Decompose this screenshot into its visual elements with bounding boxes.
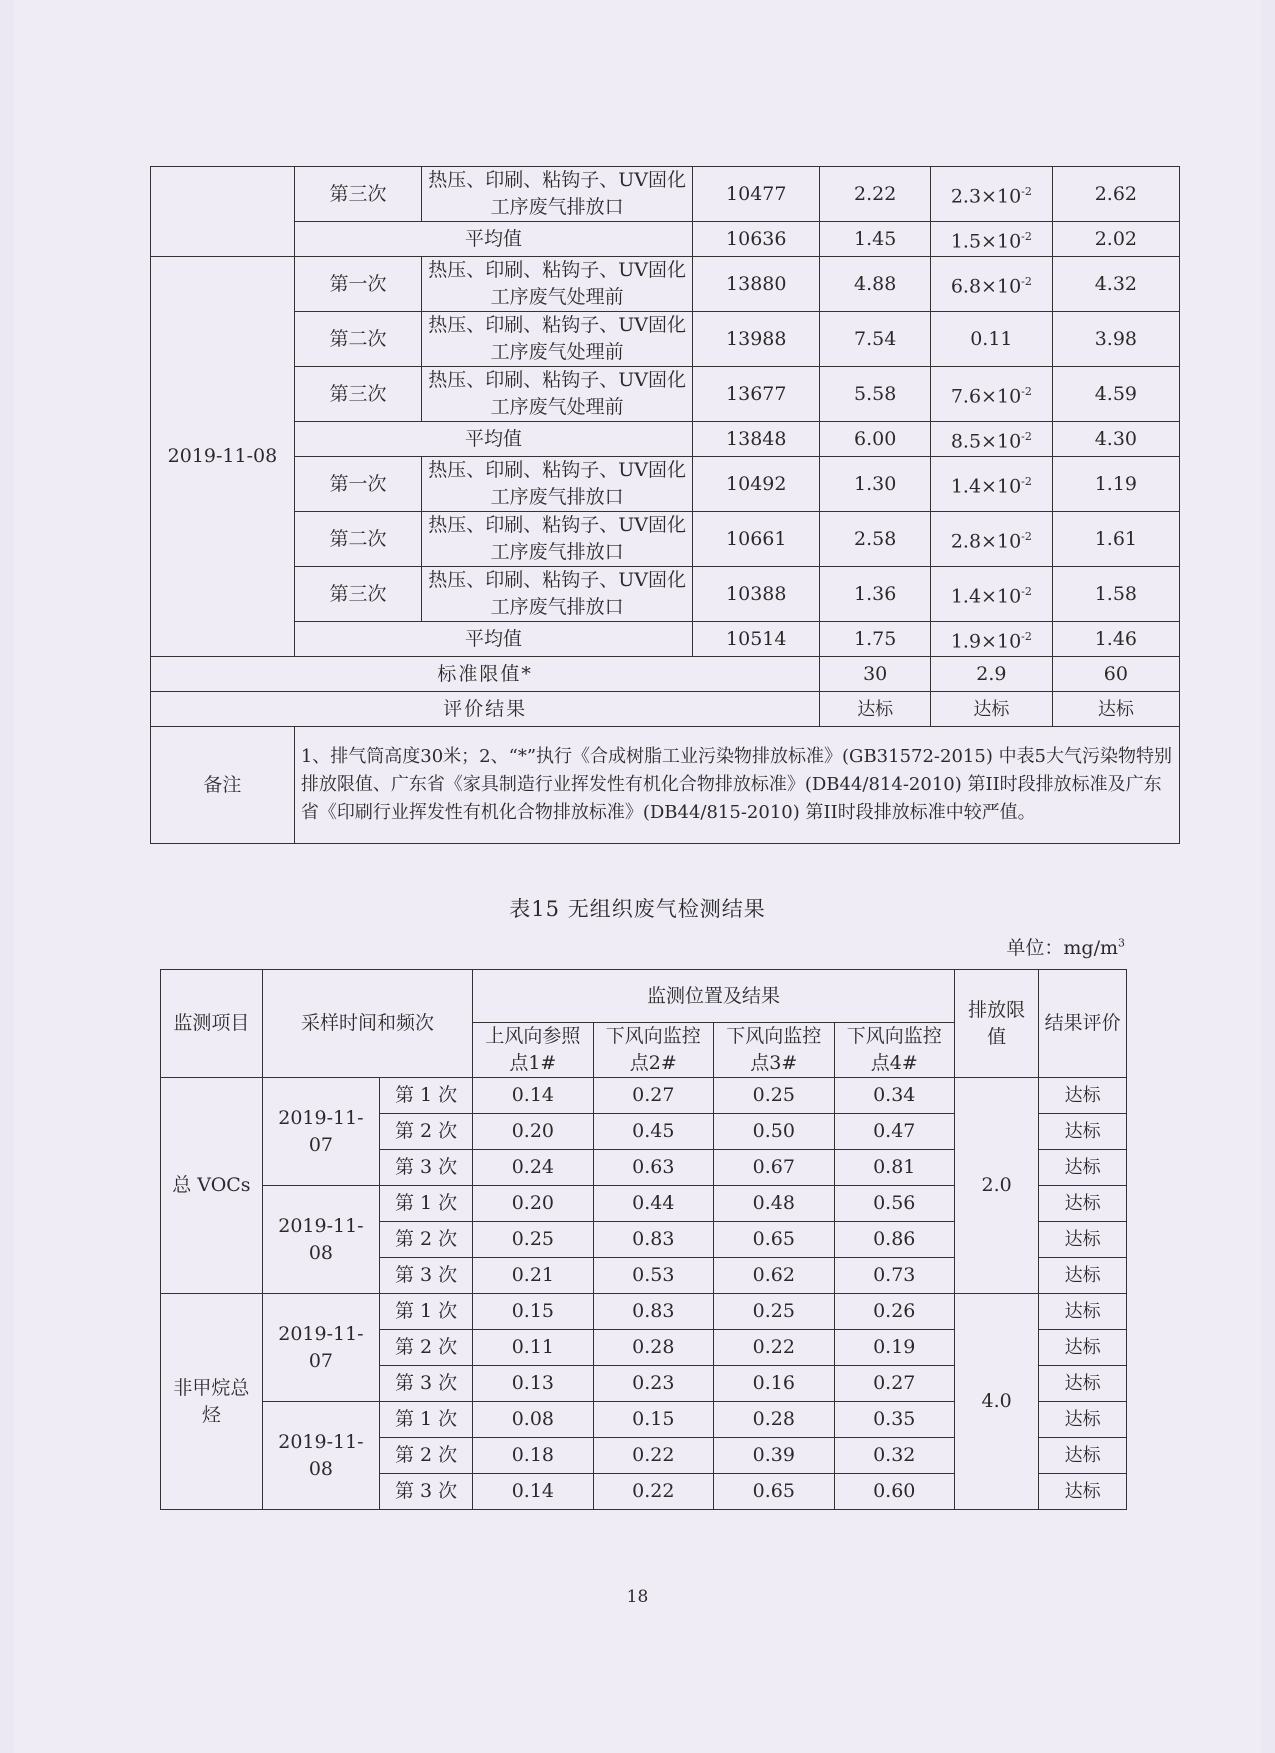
average-label-cell: 平均值 xyxy=(294,622,692,657)
date-cell-continued xyxy=(151,167,295,257)
page-number: 18 xyxy=(626,1587,649,1607)
table-row xyxy=(151,692,1180,727)
flow-value-cell: 10388 xyxy=(693,567,820,622)
sampling-date-cell: 2019-11-07 xyxy=(262,1294,379,1402)
remarks-label: 备注 xyxy=(151,727,295,844)
sample-location-cell: 热压、印刷、粘钩子、UV固化工序废气排放口 xyxy=(422,167,693,222)
value-b-cell: $7.6\times 10^{-2}$ xyxy=(931,367,1053,422)
value-a-cell: 1.36 xyxy=(820,567,931,622)
value-b-cell: $1.9\times 10^{-2}$ xyxy=(931,622,1053,657)
value-c-cell: 3.98 xyxy=(1052,312,1179,367)
header-monitoring-location: 监测位置及结果 xyxy=(473,970,955,1023)
value-a-cell: 2.22 xyxy=(820,167,931,222)
table-row xyxy=(151,457,1180,512)
flow-value-cell: 13848 xyxy=(693,422,820,457)
flow-value-cell: 13677 xyxy=(693,367,820,422)
sampling-round-cell: 第 2 次 xyxy=(380,1438,473,1474)
average-label-cell: 平均值 xyxy=(294,422,692,457)
value-b-cell: $8.5\times 10^{-2}$ xyxy=(931,422,1053,457)
value-a-cell: 6.00 xyxy=(820,422,931,457)
point-1-value: 0.21 xyxy=(473,1258,593,1294)
evaluation-cell: 达标 xyxy=(1039,1150,1127,1186)
sampling-round-cell: 第 3 次 xyxy=(380,1474,473,1510)
point-3-value: 0.62 xyxy=(714,1258,834,1294)
evaluation-cell: 达标 xyxy=(1039,1294,1127,1330)
point-3-value: 0.22 xyxy=(714,1330,834,1366)
evaluation-cell: 达标 xyxy=(1039,1438,1127,1474)
evaluation-label: 评价结果 xyxy=(151,692,820,727)
sampling-date-cell: 2019-11-07 xyxy=(262,1078,379,1186)
value-a-cell: 2.58 xyxy=(820,512,931,567)
point-2-value: 0.27 xyxy=(593,1078,713,1114)
point-1-value: 0.14 xyxy=(473,1078,593,1114)
table-row xyxy=(151,727,1180,844)
unit-label: 单位：$mg/m^3$ xyxy=(1006,936,1125,959)
value-a-cell: 1.75 xyxy=(820,622,931,657)
flow-value-cell: 10514 xyxy=(693,622,820,657)
flow-value-cell: 13988 xyxy=(693,312,820,367)
point-1-value: 0.15 xyxy=(473,1294,593,1330)
header-emission-limit: 排放限值 xyxy=(955,970,1039,1078)
value-b-cell: $1.4\times 10^{-2}$ xyxy=(931,567,1053,622)
point-2-value: 0.53 xyxy=(593,1258,713,1294)
evaluation-cell: 达标 xyxy=(1039,1258,1127,1294)
eval-a-cell: 达标 xyxy=(820,692,931,727)
sample-location-cell: 热压、印刷、粘钩子、UV固化工序废气处理前 xyxy=(422,367,693,422)
value-b-cell: $1.4\times 10^{-2}$ xyxy=(931,457,1053,512)
point-1-value: 0.20 xyxy=(473,1186,593,1222)
emission-limit-cell: 2.0 xyxy=(955,1078,1039,1294)
sample-location-cell: 热压、印刷、粘钩子、UV固化工序废气处理前 xyxy=(422,257,693,312)
header-monitoring-item: 监测项目 xyxy=(161,970,263,1078)
point-3-value: 0.50 xyxy=(714,1114,834,1150)
header-sampling-time: 采样时间和频次 xyxy=(262,970,472,1078)
evaluation-cell: 达标 xyxy=(1039,1330,1127,1366)
sampling-round-cell: 第 2 次 xyxy=(380,1330,473,1366)
point-3-value: 0.25 xyxy=(714,1294,834,1330)
point-3-value: 0.65 xyxy=(714,1474,834,1510)
value-c-cell: 4.30 xyxy=(1052,422,1179,457)
point-1-value: 0.25 xyxy=(473,1222,593,1258)
sampling-round-cell: 第 2 次 xyxy=(380,1222,473,1258)
point-2-value: 0.83 xyxy=(593,1294,713,1330)
point-4-value: 0.32 xyxy=(834,1438,954,1474)
table-row xyxy=(151,567,1180,622)
sampling-date-cell: 2019-11-08 xyxy=(262,1402,379,1510)
point-2-value: 0.83 xyxy=(593,1222,713,1258)
sampling-round-cell: 第 2 次 xyxy=(380,1114,473,1150)
value-c-cell: 2.02 xyxy=(1052,222,1179,257)
sampling-round-cell: 第 1 次 xyxy=(380,1186,473,1222)
limit-b-cell: 2.9 xyxy=(931,657,1053,692)
point-2-value: 0.23 xyxy=(593,1366,713,1402)
header-point-1: 上风向参照点1# xyxy=(473,1023,593,1078)
value-c-cell: 1.19 xyxy=(1052,457,1179,512)
point-2-value: 0.63 xyxy=(593,1150,713,1186)
point-3-value: 0.16 xyxy=(714,1366,834,1402)
point-2-value: 0.28 xyxy=(593,1330,713,1366)
point-2-value: 0.15 xyxy=(593,1402,713,1438)
point-4-value: 0.56 xyxy=(834,1186,954,1222)
value-b-cell: $1.5\times 10^{-2}$ xyxy=(931,222,1053,257)
table-row xyxy=(151,222,1180,257)
point-4-value: 0.34 xyxy=(834,1078,954,1114)
evaluation-cell: 达标 xyxy=(1039,1366,1127,1402)
point-2-value: 0.44 xyxy=(593,1186,713,1222)
sampling-round-cell: 第 1 次 xyxy=(380,1402,473,1438)
table-row xyxy=(151,167,1180,222)
point-1-value: 0.20 xyxy=(473,1114,593,1150)
point-1-value: 0.13 xyxy=(473,1366,593,1402)
sampling-round-cell: 第 3 次 xyxy=(380,1150,473,1186)
table-row xyxy=(151,512,1180,567)
table-row xyxy=(151,657,1180,692)
evaluation-cell: 达标 xyxy=(1039,1222,1127,1258)
flow-value-cell: 10492 xyxy=(693,457,820,512)
sample-round-cell: 第一次 xyxy=(294,457,421,512)
table-row xyxy=(161,1078,1127,1114)
evaluation-cell: 达标 xyxy=(1039,1078,1127,1114)
value-b-cell: $6.8\times 10^{-2}$ xyxy=(931,257,1053,312)
value-c-cell: 1.61 xyxy=(1052,512,1179,567)
point-4-value: 0.27 xyxy=(834,1366,954,1402)
point-4-value: 0.26 xyxy=(834,1294,954,1330)
point-1-value: 0.11 xyxy=(473,1330,593,1366)
sample-round-cell: 第三次 xyxy=(294,567,421,622)
table-row xyxy=(151,422,1180,457)
flow-value-cell: 10661 xyxy=(693,512,820,567)
table-15-caption: 表15 无组织废气检测结果 xyxy=(509,897,766,921)
table-row xyxy=(151,622,1180,657)
eval-b-cell: 达标 xyxy=(931,692,1053,727)
value-b-cell: 0.11 xyxy=(931,312,1053,367)
sample-round-cell: 第二次 xyxy=(294,512,421,567)
point-4-value: 0.86 xyxy=(834,1222,954,1258)
value-c-cell: 2.62 xyxy=(1052,167,1179,222)
evaluation-cell: 达标 xyxy=(1039,1474,1127,1510)
table-row xyxy=(151,257,1180,312)
value-c-cell: 4.32 xyxy=(1052,257,1179,312)
header-point-3: 下风向监控点3# xyxy=(714,1023,834,1078)
point-1-value: 0.08 xyxy=(473,1402,593,1438)
sample-round-cell: 第三次 xyxy=(294,167,421,222)
evaluation-cell: 达标 xyxy=(1039,1402,1127,1438)
sampling-date-cell: 2019-11-08 xyxy=(262,1186,379,1294)
sampling-round-cell: 第 3 次 xyxy=(380,1258,473,1294)
date-cell: 2019-11-08 xyxy=(151,257,295,657)
point-2-value: 0.22 xyxy=(593,1438,713,1474)
point-4-value: 0.60 xyxy=(834,1474,954,1510)
sampling-round-cell: 第 3 次 xyxy=(380,1366,473,1402)
point-3-value: 0.25 xyxy=(714,1078,834,1114)
value-a-cell: 5.58 xyxy=(820,367,931,422)
point-3-value: 0.28 xyxy=(714,1402,834,1438)
point-3-value: 0.39 xyxy=(714,1438,834,1474)
point-4-value: 0.81 xyxy=(834,1150,954,1186)
fugitive-emission-table xyxy=(160,969,1127,1510)
header-result-evaluation: 结果评价 xyxy=(1039,970,1127,1078)
value-a-cell: 7.54 xyxy=(820,312,931,367)
table-row xyxy=(151,367,1180,422)
sampling-round-cell: 第 1 次 xyxy=(380,1294,473,1330)
limit-a-cell: 30 xyxy=(820,657,931,692)
sample-location-cell: 热压、印刷、粘钩子、UV固化工序废气排放口 xyxy=(422,567,693,622)
eval-c-cell: 达标 xyxy=(1052,692,1179,727)
point-4-value: 0.35 xyxy=(834,1402,954,1438)
point-1-value: 0.24 xyxy=(473,1150,593,1186)
value-a-cell: 1.45 xyxy=(820,222,931,257)
value-b-cell: $2.8\times 10^{-2}$ xyxy=(931,512,1053,567)
sample-location-cell: 热压、印刷、粘钩子、UV固化工序废气排放口 xyxy=(422,512,693,567)
value-c-cell: 1.46 xyxy=(1052,622,1179,657)
limit-c-cell: 60 xyxy=(1052,657,1179,692)
table-row xyxy=(161,970,1127,1023)
exhaust-results-table xyxy=(150,166,1180,844)
point-2-value: 0.45 xyxy=(593,1114,713,1150)
average-label-cell: 平均值 xyxy=(294,222,692,257)
point-1-value: 0.18 xyxy=(473,1438,593,1474)
table-row xyxy=(161,1294,1127,1330)
point-1-value: 0.14 xyxy=(473,1474,593,1510)
evaluation-cell: 达标 xyxy=(1039,1186,1127,1222)
flow-value-cell: 10636 xyxy=(693,222,820,257)
header-point-2: 下风向监控点2# xyxy=(593,1023,713,1078)
emission-limit-cell: 4.0 xyxy=(955,1294,1039,1510)
point-4-value: 0.47 xyxy=(834,1114,954,1150)
flow-value-cell: 13880 xyxy=(693,257,820,312)
header-point-4: 下风向监控点4# xyxy=(834,1023,954,1078)
value-c-cell: 4.59 xyxy=(1052,367,1179,422)
value-c-cell: 1.58 xyxy=(1052,567,1179,622)
value-b-cell: $2.3\times 10^{-2}$ xyxy=(931,167,1053,222)
flow-value-cell: 10477 xyxy=(693,167,820,222)
standard-limit-label: 标准限值* xyxy=(151,657,820,692)
remarks-text: 1、排气筒高度30米；2、“*”执行《合成树脂工业污染物排放标准》(GB31572-2015) 中表5大气污染物特别排放限值、广东省《家具制造行业挥发性有机化合物排放标准》(DB44/814-2010) 第II时段排放标准及广东省《印刷行业挥发性有机化合物排放标准》(DB44/815-2010) 第II时段排放标准中较严值。 xyxy=(294,727,1179,844)
monitoring-item-cell: 非甲烷总烃 xyxy=(161,1294,263,1510)
sample-location-cell: 热压、印刷、粘钩子、UV固化工序废气处理前 xyxy=(422,312,693,367)
sample-location-cell: 热压、印刷、粘钩子、UV固化工序废气排放口 xyxy=(422,457,693,512)
sample-round-cell: 第一次 xyxy=(294,257,421,312)
table-row xyxy=(151,312,1180,367)
point-4-value: 0.19 xyxy=(834,1330,954,1366)
point-3-value: 0.48 xyxy=(714,1186,834,1222)
point-3-value: 0.67 xyxy=(714,1150,834,1186)
value-a-cell: 4.88 xyxy=(820,257,931,312)
point-2-value: 0.22 xyxy=(593,1474,713,1510)
monitoring-item-cell: 总 VOCs xyxy=(161,1078,263,1294)
sample-round-cell: 第三次 xyxy=(294,367,421,422)
point-3-value: 0.65 xyxy=(714,1222,834,1258)
value-a-cell: 1.30 xyxy=(820,457,931,512)
sample-round-cell: 第二次 xyxy=(294,312,421,367)
sampling-round-cell: 第 1 次 xyxy=(380,1078,473,1114)
evaluation-cell: 达标 xyxy=(1039,1114,1127,1150)
point-4-value: 0.73 xyxy=(834,1258,954,1294)
